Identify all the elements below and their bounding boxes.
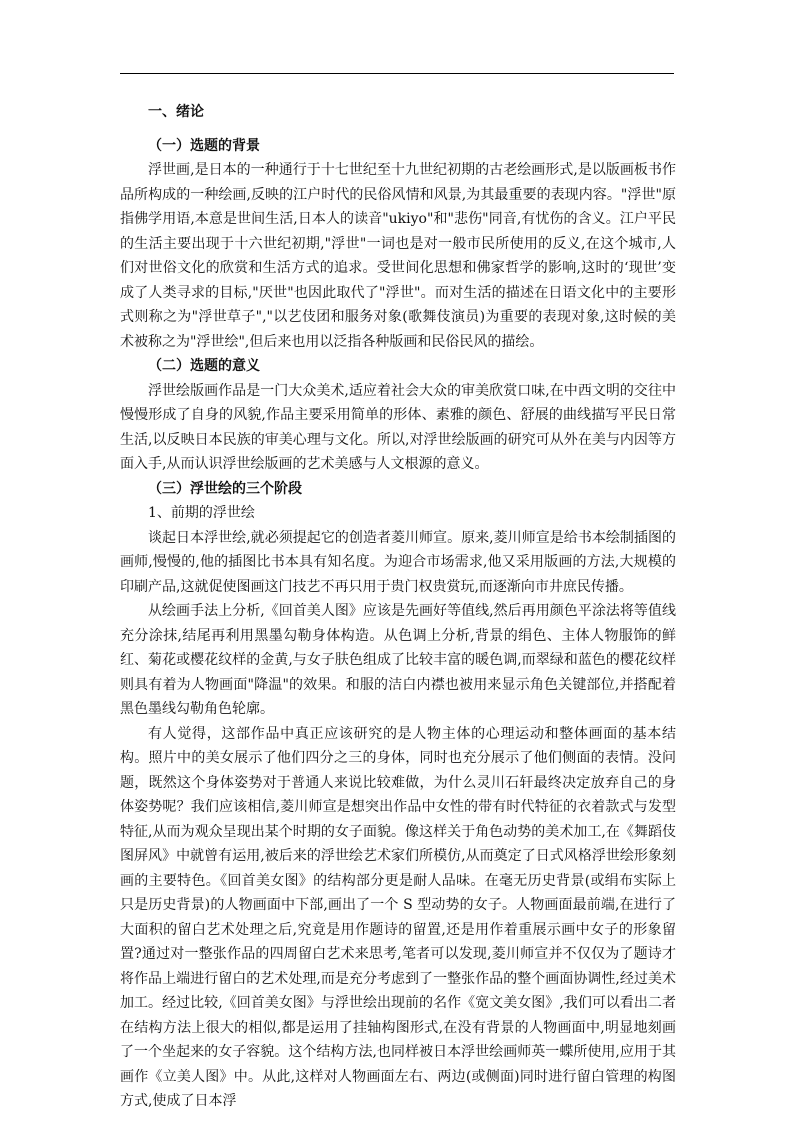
document-body — [120, 92, 676, 1114]
subsection-title-early: 1、前期的浮世绘 — [148, 505, 255, 521]
section-title-three-stages: （三）浮世绘的三个阶段 — [148, 480, 302, 497]
paragraph-early-3: 有人觉得，这部作品中真正应该研究的是人物主体的心理运动和整体画面的基本结构。照片中的美女展示了他们四分之三的身体，同时也充分展示了他们侧面的表情。没问题，既然这个身体姿势对于普通人来说比较难做，为什么灵川石轩最终决定放弃自己的身体姿势呢？我们应该相信,菱川师宣是想突出作品中女性的带有时代特征的衣着款式与发型特征,从而为观众呈现出某个时期的女子面貌。像这样关于角色动势的美术加工,在《舞蹈伎图屏风》中就曾有运用,被后来的浮世绘艺术家们所模仿,从而奠定了日式风格浮世绘形象刻画的主要特色。《回首美女图》的结构部分更是耐人品味。在毫无历史背景(或绢布实际上只是历史背景)的人物画面中下部,画出了一个 S 型动势的女子。人物画面最前端,在进行了大面积的留白艺术处理之后,究竟是用作题诗的留置,还是用作着重展示画中女子的形象留置?通过对一整张作品的四周留白艺术来思考,笔者可以发现,菱川师宣并不仅仅为了题诗才将作品上端进行留白的艺术处理,而是充分考虑到了一整张作品的整个画面协调性,经过美术加工。经过比较,《回首美女图》与浮世绘出现前的名作《宽文美女图》,我们可以看出二者在结构方法上很大的相似,都是运用了挂轴构图形式,在没有背景的人物画面中,明显地刻画了一个坐起来的女子容貌。这个结构方法,也同样被日本浮世绘画师英一蝶所使用,应用于其画作《立美人图》中。从此,这样对人物画面左右、两边(或侧面)同时进行留白管理的构图方式,使成了日本浮 — [120, 725, 676, 1109]
chapter-heading: 一、绪论 — [148, 104, 204, 120]
paragraph-background: 浮世画,是日本的一种通行于十七世纪至十九世纪初期的古老绘画形式,是以版画板书作品所构成的一种绘画,反映的江户时代的民俗风情和风景,为其最重要的表现内容。"浮世"原指佛学用语,本意是世间生活,日本人的读音"ukiyo"和"悲伤"同音,有忧伤的含义。江户平民的生活主要出现于十六世纪初期,"浮世"一词也是对一般市民所使用的反义,在这个城市,人们对世俗文化的欣赏和生活方式的追求。受世间化思想和佛家哲学的影响,这时的‘现世’变成了人类寻求的目标,"厌世"也因此取代了"浮世"。而对生活的描述在日语文化中的主要形式则称之为"浮世草子","以艺伎团和服务对象(歌舞伎演员)为重要的表现对象,这时候的美术被称之为"浮世绘",但后来也用以泛指各种版画和民俗民风的描绘。 — [120, 162, 676, 350]
header-rule — [120, 73, 674, 74]
section-title-background: （一）选题的背景 — [148, 137, 260, 154]
section-title-significance: （二）选题的意义 — [148, 358, 260, 374]
paragraph-significance: 浮世绘版画作品是一门大众美术,适应着社会大众的审美欣赏口味,在中西文明的交往中慢慢形成了自身的风貌,作品主要采用简单的形体、素雅的颜色、舒展的曲线描写平民日常生活,以反映日本民族的审美心理与文化。所以,对浮世绘版画的研究可从外在美与内因等方面入手,从而认识浮世绘版画的艺术美感与人文根源的意义。 — [120, 382, 676, 472]
paragraph-early-1: 谈起日本浮世绘,就必须提起它的创造者菱川师宣。原来,菱川师宣是给书本绘制插图的画师,慢慢的,他的插图比书本具有知名度。为迎合市场需求,他又采用版画的方法,大规模的印刷产品,这就促使图画这门技艺不再只用于贵门权贵赏玩,而逐渐向市井庶民传播。 — [120, 529, 676, 595]
paragraph-early-2: 从绘画手法上分析,《回首美人图》应该是先画好等值线,然后再用颜色平涂法将等值线充分涂抹,结尾再利用黑墨勾勒身体构造。从色调上分析,背景的绢色、主体人物服饰的鲜红、菊花或樱花纹样的金黄,与女子肤色组成了比较丰富的暖色调,而翠绿和蓝色的樱花纹样则具有着为人物画面"降温"的效果。和服的洁白内襟也被用来显示角色关键部位,并搭配着黑色墨线勾勒角色轮廓。 — [120, 603, 676, 717]
